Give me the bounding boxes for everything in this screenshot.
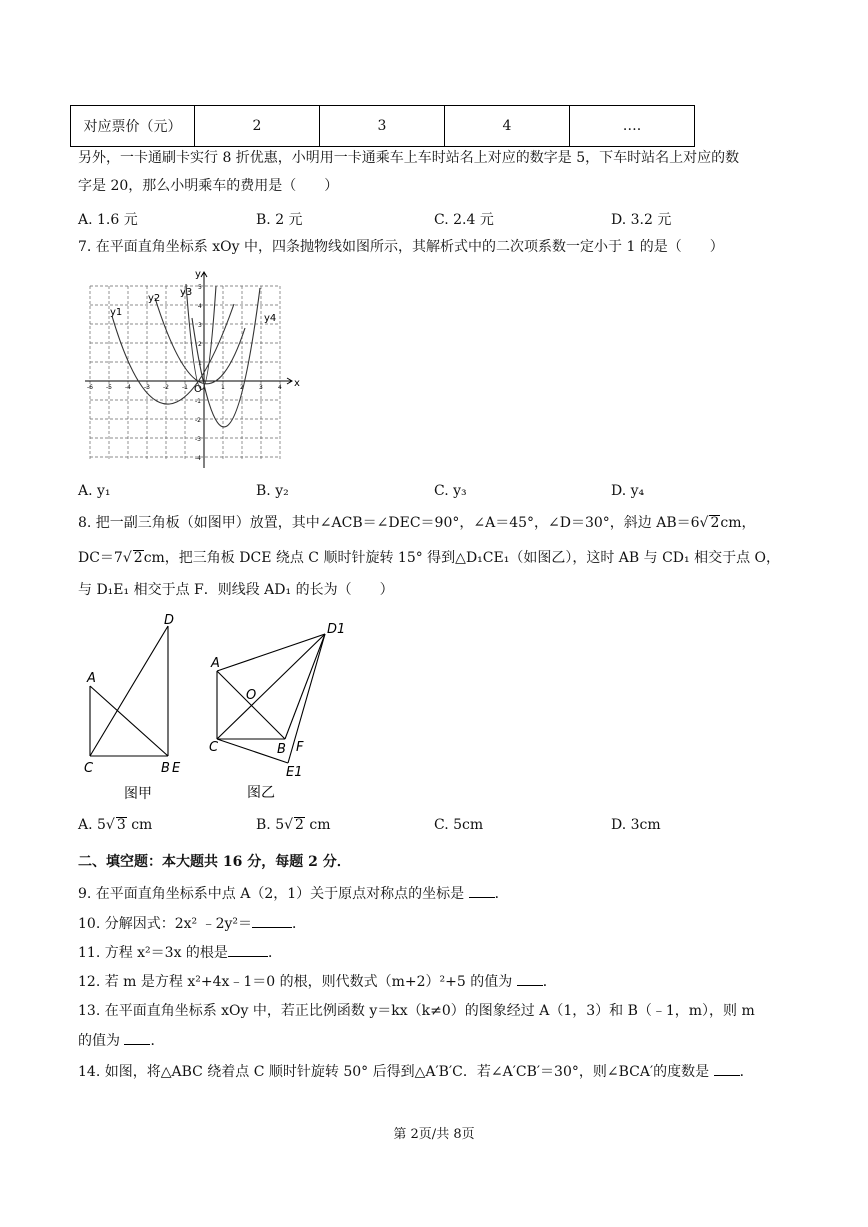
vertex-label: O (246, 688, 257, 703)
vertex-label: D (164, 613, 175, 628)
table-row (71, 106, 695, 147)
curve-label: y2 (148, 293, 161, 304)
fare-table (70, 105, 695, 147)
q8-line1-unit: cm， (720, 515, 756, 531)
tick-label: -1 (182, 384, 188, 391)
tick-label: 1 (198, 360, 202, 367)
tick-label: -3 (195, 436, 201, 443)
q12-text: 12. 若 m 是方程 x²+4x﹣1＝0 的根，则代数式（m+2）²+5 的值为 (78, 974, 513, 990)
table-row-label: 对应票价（元） (71, 106, 195, 147)
q8-option-d: D. 3cm (611, 817, 661, 833)
answer-blank[interactable] (714, 1061, 740, 1076)
table-cell: 4 (445, 106, 570, 147)
vertex-label: B (161, 761, 170, 776)
curve-labels (110, 287, 276, 324)
vertex-label: C (84, 761, 94, 776)
tick-label: -4 (195, 455, 201, 462)
sqrt-radicand: 2 (295, 817, 304, 833)
tick-label: 4 (198, 303, 202, 310)
answer-blank[interactable] (469, 883, 495, 898)
y-axis-label: y (195, 269, 201, 280)
curve-y4 (192, 288, 260, 427)
q7-option-c: C. y₃ (434, 483, 467, 499)
vertex-labels (84, 613, 181, 776)
q10-question (78, 913, 306, 934)
tick-label: 3 (198, 322, 202, 329)
tick-label: 2 (198, 341, 202, 348)
tick-label: 5 (198, 284, 202, 291)
q6-option-d: D. 3.2 元 (611, 212, 672, 228)
tick-label: 4 (278, 384, 282, 391)
tick-label: -2 (195, 417, 201, 424)
page-footer: 第 2页/共 8页 (393, 1127, 475, 1142)
q13-line2 (78, 1030, 164, 1051)
q9-end: ． (494, 886, 509, 902)
q7-option-d: D. y₄ (611, 483, 645, 499)
q11-text: 11. 方程 x²＝3x 的根是 (78, 945, 228, 961)
curve-label: y1 (110, 307, 123, 318)
tick-label: 1 (221, 384, 225, 391)
q13-end: ． (150, 1033, 165, 1049)
table-cell: …. (570, 106, 695, 147)
option-unit: cm (131, 817, 153, 833)
tick-label: 3 (259, 384, 263, 391)
q8-line2-text: DC＝7 (78, 550, 123, 566)
sqrt-sign: √ (699, 515, 709, 531)
q8-option-b (256, 817, 331, 833)
q8-line3: 与 D₁E₁ 相交于点 F．则线段 AD₁ 的长为（ ） (78, 582, 394, 598)
q14-text: 14. 如图，将△ABC 绕着点 C 顺时针旋转 50° 后得到△A′B′C．若∠A′CB′＝30°，则∠BCA′的度数是 (78, 1064, 710, 1080)
triangle-lines (217, 634, 325, 763)
vertex-label: C (209, 740, 219, 755)
vertex-label: A (211, 656, 220, 671)
q10-end: ． (292, 916, 307, 932)
q8-figure-yi (205, 615, 355, 805)
q6-option-b: B. 2 元 (256, 212, 303, 228)
q7-question: 7. 在平面直角坐标系 xOy 中，四条抛物线如图所示，其解析式中的二次项系数一定小于 1 的是（ ） (78, 239, 724, 255)
q11-question (78, 942, 282, 963)
vertex-label: A (87, 671, 96, 686)
origin-label: O (194, 384, 202, 395)
answer-blank[interactable] (517, 971, 543, 986)
q12-question (78, 971, 557, 992)
section-heading: 二、填空题：本大题共 16 分，每题 2 分． (78, 854, 351, 870)
figure-caption: 图乙 (247, 785, 275, 801)
q7-parabola-graph (80, 268, 305, 473)
q11-end: ． (267, 945, 282, 961)
sqrt-sign: √ (284, 817, 294, 833)
q10-text: 10. 分解因式：2x² ﹣2y²＝ (78, 916, 253, 932)
q8-line2 (78, 548, 780, 568)
q14-end: ． (739, 1064, 754, 1080)
tick-label: -4 (125, 384, 131, 391)
vertex-label: B (277, 742, 286, 757)
option-unit: cm (309, 817, 331, 833)
tick-label: -5 (106, 384, 112, 391)
tick-label: -3 (144, 384, 150, 391)
q9-question (78, 883, 509, 904)
x-tick-labels (87, 384, 282, 391)
vertex-labels (209, 622, 345, 780)
table-cell: 3 (320, 106, 445, 147)
q8-figure-jia (78, 608, 198, 808)
vertex-label: F (296, 740, 304, 755)
q6-line2: 字是 20，那么小明乘车的费用是（ ） (78, 178, 339, 194)
vertex-label: E (172, 761, 181, 776)
q8-line1-text: 8. 把一副三角板（如图甲）放置，其中∠ACB＝∠DEC＝90°，∠A＝45°，∠D＝30°，斜边 AB＝6 (78, 515, 700, 531)
table-cell: 2 (195, 106, 320, 147)
tick-label: -1 (195, 398, 201, 405)
q8-line1 (78, 513, 756, 533)
triangle-lines (90, 626, 168, 756)
q8-line2-rest: cm，把三角板 DCE 绕点 C 顺时针旋转 15° 得到△D₁CE₁（如图乙），这时 AB 与 CD₁ 相交于点 O， (143, 550, 781, 566)
q6-option-c: C. 2.4 元 (434, 212, 494, 228)
q8-option-a (78, 817, 152, 833)
sqrt-sign: √ (105, 817, 115, 833)
parabola-curves (112, 284, 260, 427)
q8-option-c: C. 5cm (434, 817, 484, 833)
sqrt-radicand: 2 (710, 515, 720, 531)
option-text: A. 5 (78, 817, 106, 833)
answer-blank[interactable] (252, 913, 292, 928)
q6-line1: 另外，一卡通刷卡实行 8 折优惠，小明用一卡通乘车上车时站名上对应的数字是 5，下车时站名上对应的数 (78, 150, 740, 166)
curve-y3 (186, 284, 216, 390)
sqrt-radicand: 2 (133, 550, 143, 566)
q7-option-b: B. y₂ (256, 483, 289, 499)
q7-option-a: A. y₁ (78, 483, 111, 499)
q6-option-a: A. 1.6 元 (78, 212, 138, 228)
curve-label: y3 (180, 287, 193, 298)
curve-label: y4 (264, 313, 277, 324)
tick-label: 2 (240, 384, 244, 391)
q9-text: 9. 在平面直角坐标系中点 A（2，1）关于原点对称点的坐标是 (78, 886, 465, 902)
sqrt-sign: √ (122, 550, 132, 566)
tick-label: -2 (163, 384, 169, 391)
q13-text: 的值为 (78, 1033, 120, 1049)
q13-line1: 13. 在平面直角坐标系 xOy 中，若正比例函数 y＝kx（k≠0）的图象经过 A（1，3）和 B（﹣1，m），则 m (78, 1003, 755, 1019)
vertex-label: E1 (286, 765, 303, 780)
answer-blank[interactable] (124, 1030, 150, 1045)
figure-caption: 图甲 (124, 786, 152, 802)
answer-blank[interactable] (228, 942, 268, 957)
x-axis-label: x (294, 378, 300, 389)
vertex-label: D1 (327, 622, 346, 637)
q12-end: ． (542, 974, 557, 990)
sqrt-radicand: 3 (116, 817, 126, 833)
option-text: B. 5 (256, 817, 285, 833)
q14-question (78, 1061, 754, 1082)
tick-label: -6 (87, 384, 93, 391)
